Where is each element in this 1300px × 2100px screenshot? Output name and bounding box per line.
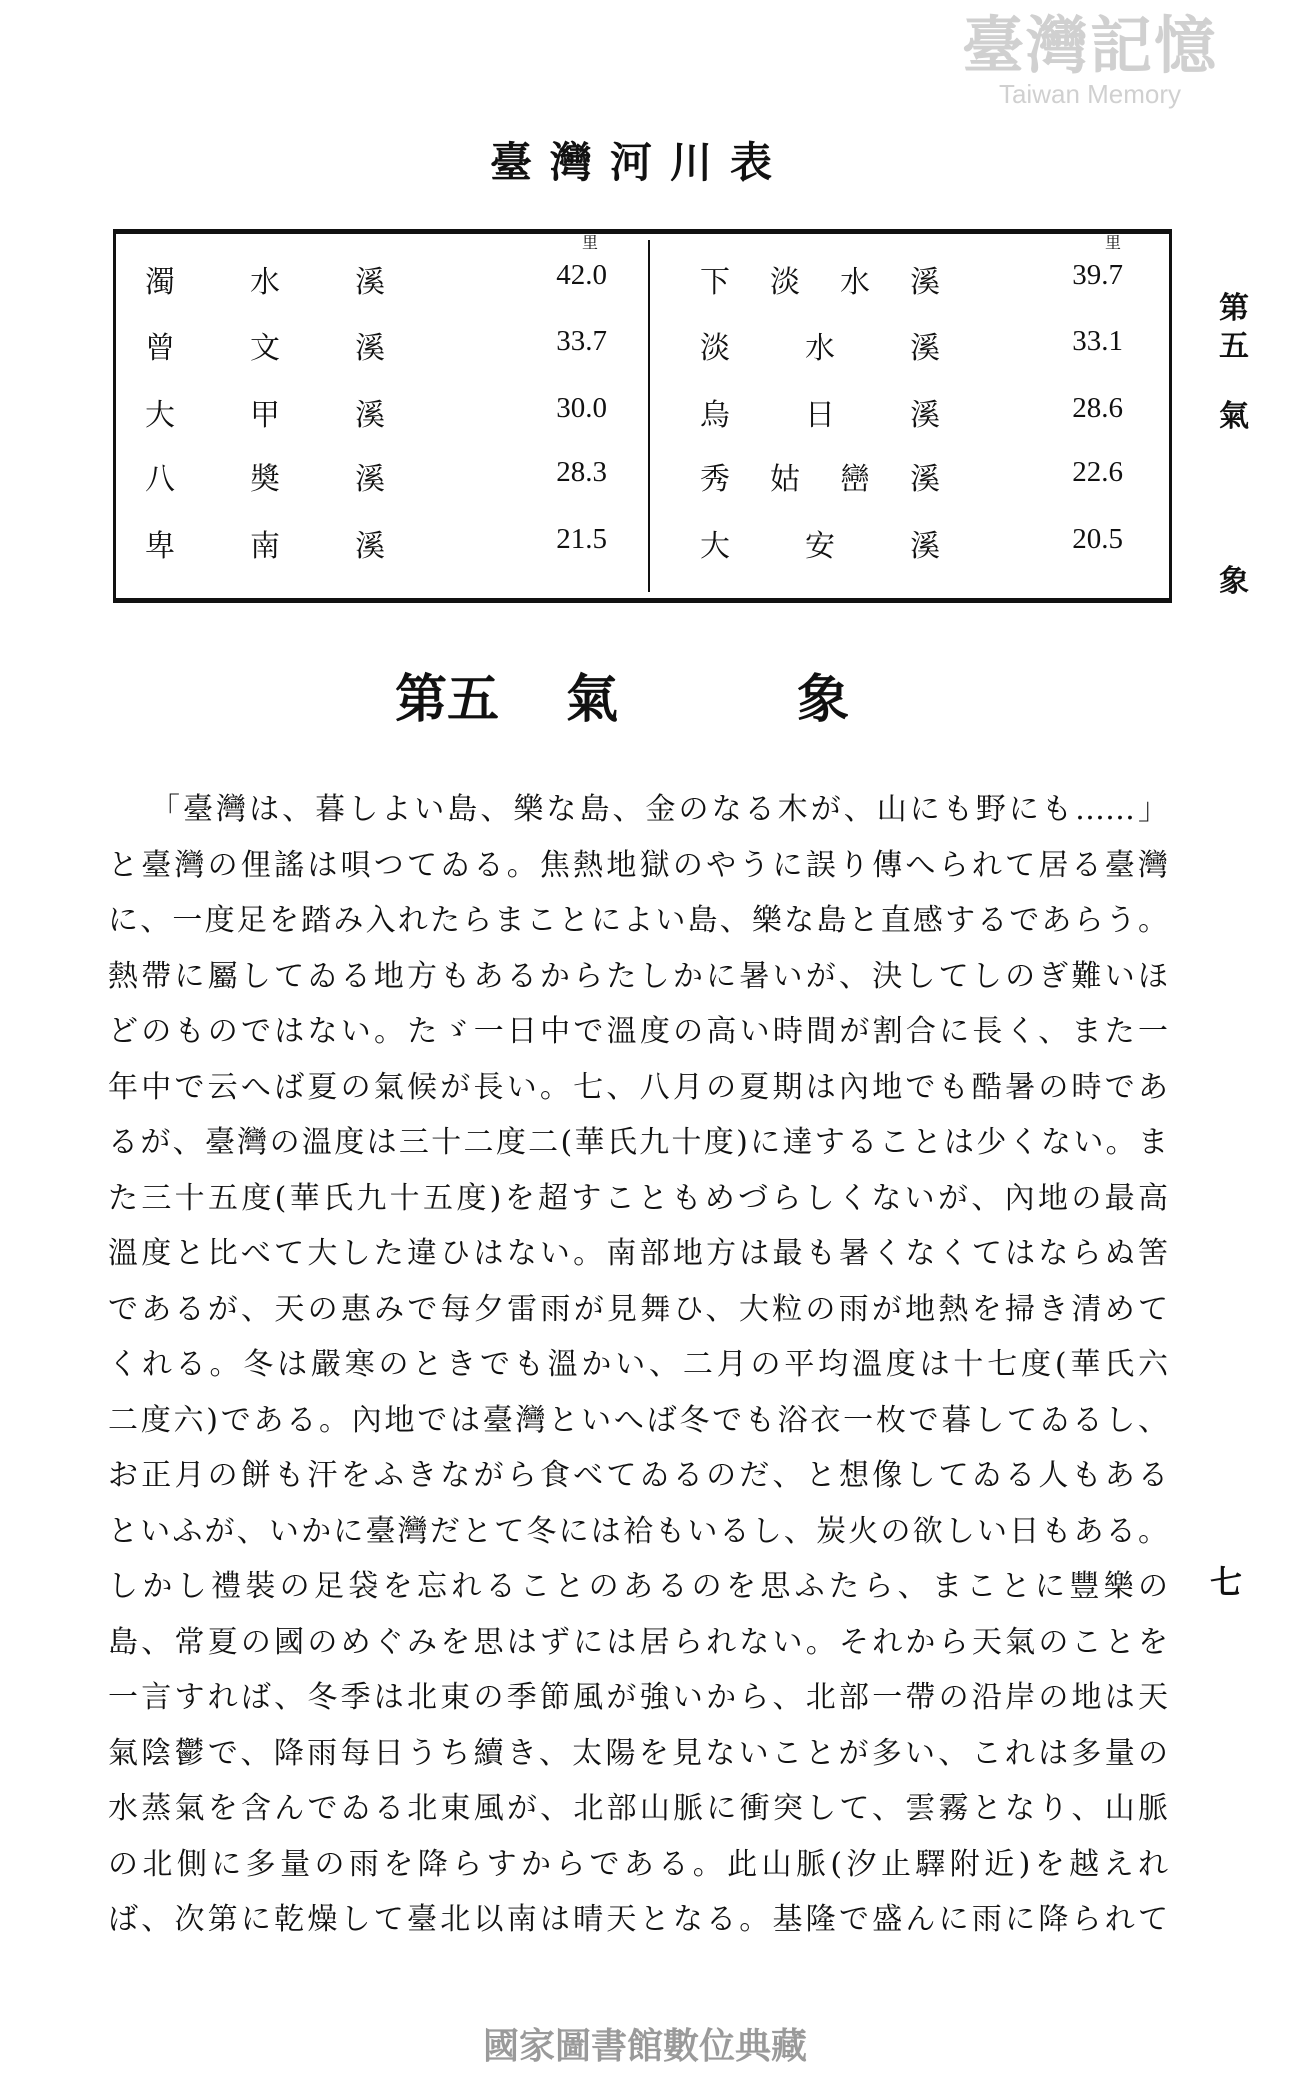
river-name: 濁水溪 <box>145 265 385 300</box>
body-line: お正月の餅も汗をふきながら食べてゐるのだ、と想像してゐる人もある <box>108 1458 1168 1493</box>
river-name: 大甲溪 <box>145 398 385 433</box>
body-line: と臺灣の俚謠は唄つてゐる。焦熱地獄のやうに誤り傳へられて居る臺灣 <box>108 847 1168 883</box>
body-line: 一言すれば、冬季は北東の季節風が強いから、北部一帶の沿岸の地は天 <box>108 1680 1168 1715</box>
river-name: 秀姑巒溪 <box>700 462 940 497</box>
body-line: であるが、天の惠みで每夕雷雨が見舞ひ、大粒の雨が地熱を掃き清めて <box>108 1291 1168 1327</box>
body-line: るが、臺灣の溫度は三十二度二(華氏九十度)に達することは少くない。ま <box>108 1125 1168 1160</box>
river-length: 33.1 <box>1072 325 1123 357</box>
river-name: 曾文溪 <box>145 331 385 366</box>
body-line: た三十五度(華氏九十五度)を超すこともめづらしくないが、內地の最高 <box>108 1180 1168 1216</box>
river-length: 42.0 <box>556 259 607 291</box>
river-name: 卑南溪 <box>145 529 385 564</box>
body-line: 二度六)である。內地では臺灣といへば冬でも浴衣一枚で暮してゐるし、 <box>108 1402 1168 1438</box>
body-line: 年中で云へば夏の氣候が長い。七、八月の夏期は內地でも酷暑の時であ <box>108 1069 1168 1105</box>
body-line: 氣陰鬱で、降雨每日うち續き、太陽を見ないことが多い、これは多量の <box>108 1735 1168 1771</box>
body-line: どのものではない。たゞ一日中で溫度の高い時間が割合に長く、また一 <box>108 1014 1168 1049</box>
body-line: くれる。冬は嚴寒のときでも溫かい、二月の平均溫度は十七度(華氏六 <box>108 1347 1168 1382</box>
side-header-char: 象 <box>1219 564 1249 599</box>
body-line: に、一度足を踏み入れたらまことによい島、樂な島と直感するであらう。 <box>108 903 1168 938</box>
body-line: といふが、いかに臺灣だとて冬には袷もいるし、炭火の欲しい日もある。 <box>108 1513 1168 1549</box>
body-line: 熱帶に屬してゐる地方もあるからたしかに暑いが、決してしのぎ難いほ <box>108 958 1168 994</box>
river-length: 22.6 <box>1072 456 1123 488</box>
watermark <box>960 9 1220 109</box>
body-line: ば、次第に乾燥して臺北以南は晴天となる。基隆で盛んに雨に降られて <box>108 1902 1168 1937</box>
body-line: 溫度と比べて大した違ひはない。南部地方は最も暑くなくてはならぬ筈 <box>108 1236 1168 1271</box>
watermark-en: Taiwan Memory <box>998 79 1182 109</box>
section-title-char: 象 <box>797 669 850 730</box>
body-line: 「臺灣は、暮しよい島、樂な島、金のなる木が、山にも野にも……」 <box>150 792 1168 827</box>
river-length: 28.6 <box>1072 392 1123 424</box>
section-number: 第五 <box>395 669 500 730</box>
body-line: 水蒸氣を含んでゐる北東風が、北部山脈に衝突して、雲霧となり、山脈 <box>108 1791 1168 1826</box>
body-line: 島、常夏の國のめぐみを思はずには居られない。それから天氣のことを <box>108 1624 1168 1660</box>
river-name: 下淡水溪 <box>700 265 940 300</box>
side-header-char: 氣 <box>1219 399 1249 434</box>
body-line: しかし禮裝の足袋を忘れることのあるのを思ふたら、まことに豐樂の <box>108 1569 1168 1604</box>
river-name: 烏日溪 <box>700 398 940 433</box>
river-length: 39.7 <box>1072 259 1123 291</box>
river-length: 20.5 <box>1072 523 1123 555</box>
footer-library-credit: 國家圖書館數位典藏 <box>482 2026 807 2067</box>
page-number: 七 <box>1210 1563 1243 1601</box>
river-length: 30.0 <box>556 392 607 424</box>
river-name: 淡水溪 <box>700 331 940 366</box>
table-divider <box>648 240 650 592</box>
table-title: 臺灣河川表 <box>489 138 790 187</box>
river-name: 八奬溪 <box>145 462 385 497</box>
unit-label-right: 里 <box>1105 233 1122 252</box>
river-length: 33.7 <box>556 325 607 357</box>
side-header-char: 第 <box>1219 291 1249 326</box>
river-length: 21.5 <box>556 523 607 555</box>
watermark-cn: 臺灣記憶 <box>961 9 1218 82</box>
side-header-char: 五 <box>1219 329 1249 364</box>
section-title-char: 氣 <box>566 669 619 730</box>
unit-label-left: 里 <box>582 233 599 252</box>
river-name: 大安溪 <box>700 529 940 564</box>
river-length: 28.3 <box>556 456 607 488</box>
body-line: の北側に多量の雨を降らすからである。此山脈(汐止驛附近)を越えれ <box>108 1846 1168 1882</box>
